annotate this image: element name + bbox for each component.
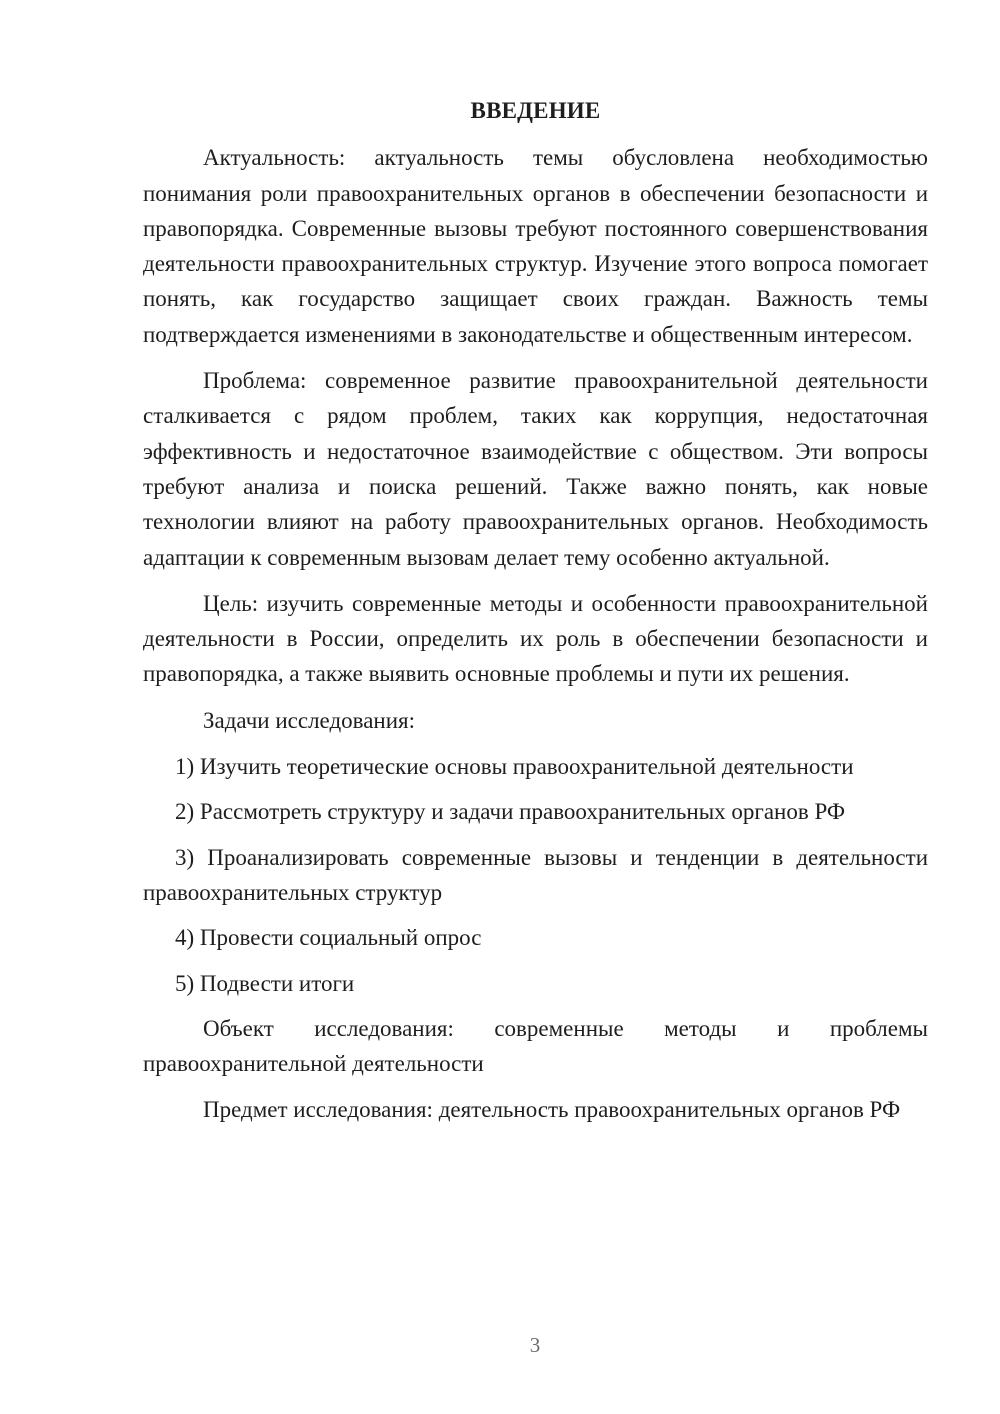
task-item: 2) Рассмотреть структуру и задачи правоохранительных органов РФ xyxy=(175,799,846,825)
paragraph-subject: Предмет исследования: деятельность правоохранительных органов РФ xyxy=(203,1097,901,1123)
page-number: 3 xyxy=(529,1333,541,1357)
paragraph-problem: Проблема: современное развитие правоохранительной деятельности сталкивается с рядом проблем, таких как коррупция, недостаточная эффективность и недостаточное взаимодействие с обществом. Эти вопросы требуют анализа и поиска решений. Также важно понять, как новые технологии влияют на работу правоохранительных органов. Необходимость адаптации к современным вызовам делает тему особенно актуальной. xyxy=(143,368,928,570)
paragraph-relevance: Актуальность: актуальность темы обусловлена необходимостью понимания роли правоохранительных органов в обеспечении безопасности и правопорядка. Современные вызовы требуют постоянного совершенствования деятельности правоохранительных структур. Изучение этого вопроса помогает понять, как государство защищает своих граждан. Важность темы подтверждается изменениями в законодательстве и общественным интересом. xyxy=(143,145,928,347)
document-page xyxy=(143,93,928,1139)
paragraph-object: Объект исследования: современные методы и проблемы правоохранительной деятельности xyxy=(143,1015,928,1077)
task-item: 5) Подвести итоги xyxy=(175,970,355,996)
task-item: 1) Изучить теоретические основы правоохранительной деятельности xyxy=(175,754,854,780)
task-item: 4) Провести социальный опрос xyxy=(175,925,482,951)
tasks-heading: Задачи исследования: xyxy=(203,707,416,733)
task-item: 3) Проанализировать современные вызовы и тенденции в деятельности правоохранительных структур xyxy=(143,844,928,905)
paragraph-goal: Цель: изучить современные методы и особенности правоохранительной деятельности в России, определить их роль в обеспечении безопасности и правопорядка, а также выявить основные проблемы и пути их решения. xyxy=(143,590,928,687)
section-title: ВВЕДЕНИЕ xyxy=(470,98,601,123)
